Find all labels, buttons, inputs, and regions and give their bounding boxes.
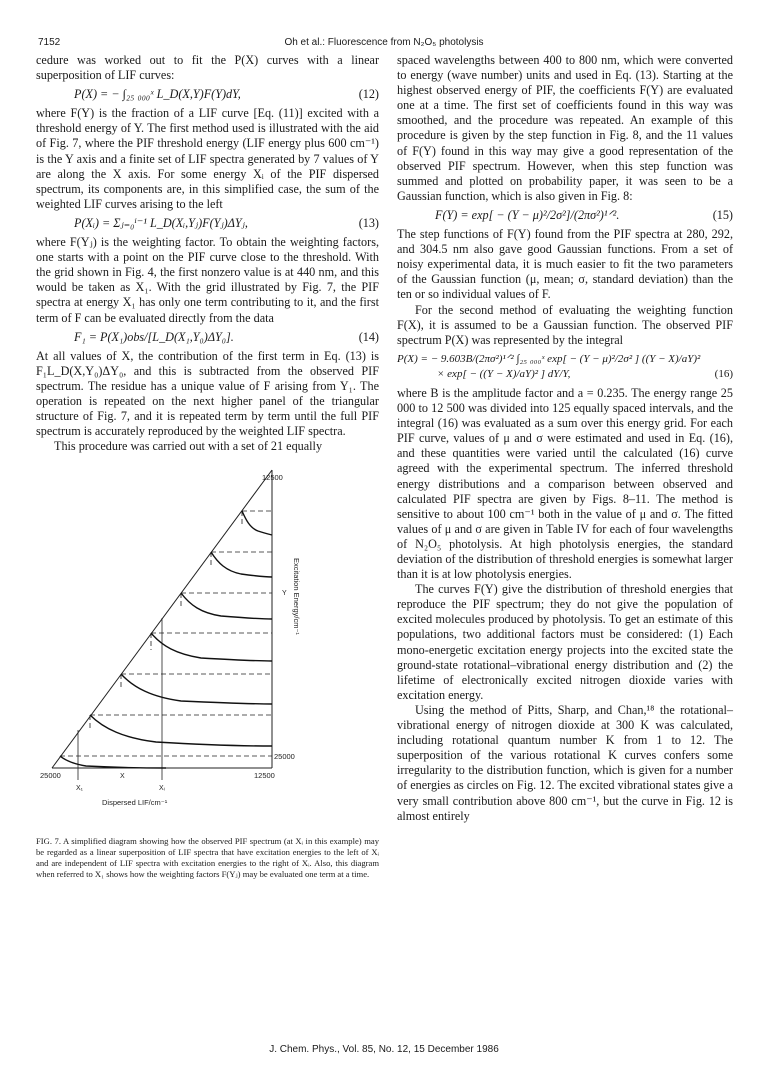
x-axis-label: Dispersed LIF/cm⁻¹ [102,798,168,808]
equation-12-number: (12) [358,87,379,102]
y-marker: Y [282,590,287,598]
equation-16-line-2: × exp[ − ((Y − X)/aY)² ] dY/Y, [437,367,571,380]
right-paragraph-1: spaced wavelengths between 400 to 800 nm, which were converted to energy (wave number) units and used in Eq. (13). Starting at the highest observed energy of PIF, the coefficients F(Y) are evaluated one at a time. The first set of coefficients found in this way was smoothed, and the procedure was repeated. An example of this procedure is given by the step function in Fig. 8, and the 11 values of F(Y) found in this way may give a good representation of the observed PIF spectrum. However, when this step function was summed and plotted on probability paper, it was seen to be a Gaussian function, which is also given in Fig. 8: [397,53,733,203]
y-axis-label: Excitation Energy/cm⁻¹ [292,558,301,636]
equation-15 [397,208,733,223]
equation-16-line-1: P(X) = − 9.603B/(2πσ²)¹ᐟ² ∫₂₅ ₀₀₀ˣ exp[ − (Y − μ)²/2σ² ] ((Y − X)/aY)² [397,352,701,365]
right-paragraph-5: The curves F(Y) give the distribution of threshold energies that reproduce the PIF spectrum; they do not give the population of excited molecules produced by photolysis. To get an estimate of this populations, two additional factors must be considered: (1) Each mono-energetic excitation energy projects into the excited state the ground-state rotational–vibrational energy distribution and (2) the lifetime of electronically excited nitrogen dioxide varies with excitation energy. [397,582,733,702]
x1-label: X₁ [76,785,84,793]
right-paragraph-2: The step functions of F(Y) found from the PIF spectra at 280, 292, and 304.5 nm also gave good Gaussian functions. From a set of noisy experimental data, it is much easier to fit the two parameters of the Gaussian function (μ, mean; σ, standard deviation) than the ten or so individual values of F. [397,227,733,302]
equation-13-body: P(Xᵢ) = Σⱼ₌₀ⁱ⁻¹ L_D(Xᵢ,Yⱼ)F(Yⱼ)ΔYⱼ, [74,215,248,230]
equation-15-body: F(Y) = exp[ − (Y − μ)²/2σ²]/(2πσ²)¹ᐟ². [435,207,620,222]
left-paragraph-2: where F(Y) is the fraction of a LIF curve [Eq. (11)] excited with a threshold energy of Y. The first method used is illustrated with the aid of Fig. 7, where the PIF threshold energy (LIF energy plus 600 cm⁻¹) is the Y axis and a finite set of LIF spectra generated by 7 values of Y are along the X axis. For some energy Xᵢ of the PIF dispersed spectrum, its components are, in this simplified case, the sum of the weighted LIF curves arising to the left [36,106,379,211]
figure-7-caption: FIG. 7. A simplified diagram showing how the observed PIF spectrum (at Xᵢ in this example) may be regarded as a linear superposition of LIF spectra that have excitation energies to the left of Xᵢ and are independent of LIF spectra with excitation energies to the right of Xᵢ. Also, this diagram when referred to X₁ shows how the weighting factors F(Yⱼ) may be evaluated one term at a time. [36,836,379,880]
left-paragraph-1: cedure was worked out to fit the P(X) curves with a linear superposition of LIF curves: [36,53,379,83]
equation-16 [397,352,733,382]
equation-16-number: (16) [714,367,733,380]
right-paragraph-6: Using the method of Pitts, Sharp, and Chan,¹⁸ the rotational–vibrational energy of nitrogen dioxide at 300 K was calculated, including rotational quantum number K from 1 to 12. The superposition of the various rotational K curves confers some irregularity to the distribution function, which is given for a number of energies as circles on Fig. 12. The excited vibrational states give a very small contribution above 800 cm⁻¹, but the curve in Fig. 12 is almost entirely [397,702,733,823]
figure-7 [36,468,379,828]
x-tick-25000: 25000 [40,771,61,781]
equation-13 [36,216,379,231]
lif-curves [60,511,272,768]
journal-footer: J. Chem. Phys., Vol. 85, No. 12, 15 December 1986 [269,1044,499,1055]
left-paragraph-4: At all values of X, the contribution of the first term in Eq. (13) is F₁L_D(X,Y₀)ΔY₀, and this is subtracted from the observed PIF spectrum. The residue has a unique value of F arising from Y₁. The operation is repeated on the next higher panel of the triangular structure of Fig. 7, and it is repeated term by term until the full PIF spectrum is accurately reproduced by the weighted LIF spectra. [36,348,379,439]
x-tick-12500: 12500 [254,771,275,781]
right-paragraph-4: where B is the amplitude factor and a = 0.235. The energy range 25 000 to 12 500 was divided into 125 equally spaced intervals, and the integral (16) was evaluated as a sum over this energy grid. For each PIF curve, values of μ and σ were estimated and used in Eq. (16), and these quantities were varied until the calculated (16) curve agreed with the experimental spectrum. The inferred threshold energy distributions and a comparison between observed and calculated PIF spectra are given by Figs. 8–11. The method is sensitive to about 100 cm⁻¹ both in the value of μ and σ. The fitted values of μ and σ are given in Table IV for each of four wavelengths of N₂O₅ photolysis. At high photolysis energies, the standard deviation of the distribution of threshold energies is somewhat larger than it is at low photolysis energies. [397,385,733,582]
equation-12 [36,87,379,102]
page-number: 7152 [38,37,61,48]
equation-14-body: F₁ = P(X₁)obs/[L_D(X₁,Y₀)ΔY₀]. [74,329,234,344]
threshold-dashed-lines [60,511,272,756]
x-tick-x: X [120,773,125,781]
equation-15-number: (15) [712,207,733,222]
equation-13-number: (13) [358,215,379,230]
figure-7-diagram [36,468,379,828]
running-head: Oh et al.: Fluorescence from N₂O₅ photolysis [284,37,484,48]
label-12500-top: 12500 [262,473,283,483]
equation-14 [36,330,379,345]
label-25000-right: 25000 [274,752,295,762]
equation-12-body: P(X) = − ∫₂₅ ₀₀₀ˣ L_D(X,Y)F(Y)dY, [74,87,241,102]
xi-label: Xᵢ [159,785,165,793]
left-paragraph-3: where F(Yⱼ) is the weighting factor. To obtain the weighting factors, one starts with a point on the PIF curve close to the threshold. With the grid shown in Fig. 4, the first nonzero value is at 440 nm, and this would be taken as X₁. With the grid illustrated by Fig. 7, the PIF spectra at energy X₁ has only one term contributing to it, and the first term of F can be evaluated directly from the data [36,235,379,325]
right-paragraph-3: For the second method of evaluating the weighting function F(X), it is assumed to be a Gaussian function. The observed PIF spectrum P(X) was represented by the integral [397,302,733,347]
equation-14-number: (14) [358,329,379,344]
left-paragraph-5: This procedure was carried out with a set of 21 equally [54,439,323,454]
left-column [36,53,379,880]
right-column [397,53,733,824]
